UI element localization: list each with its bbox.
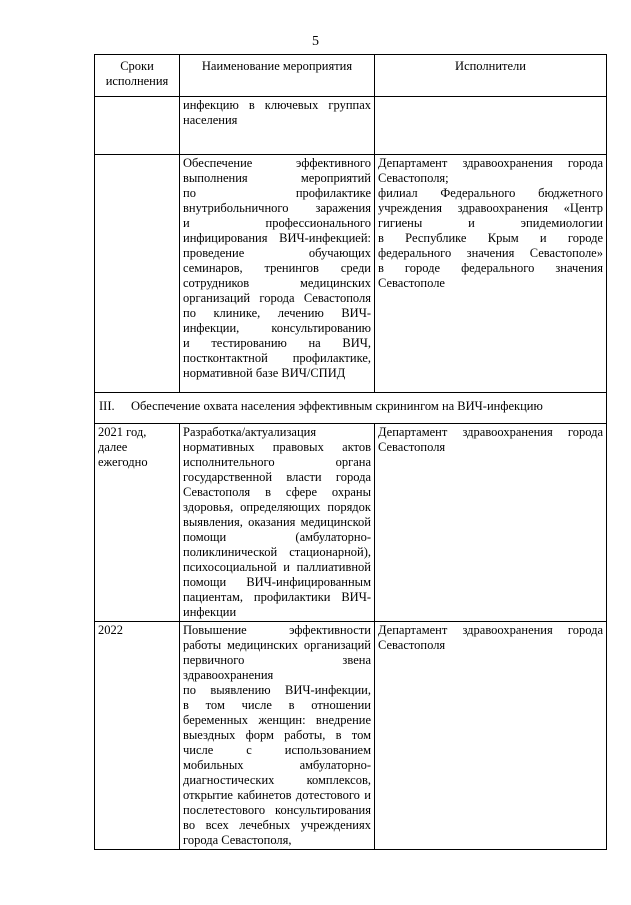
plan-table bbox=[94, 54, 607, 850]
text-line: семинаров, тренингов среди bbox=[183, 261, 371, 275]
term-cell bbox=[95, 424, 180, 622]
table-row bbox=[95, 155, 607, 393]
text-line: нормативных правовых актов bbox=[183, 440, 371, 454]
text-line: диагностических комплексов, bbox=[183, 773, 371, 787]
text-line: помощи ВИЧ-инфицированным bbox=[183, 575, 371, 589]
text-line: инфекции, консультированию bbox=[183, 321, 371, 335]
text-line: Обеспечение эффективного bbox=[183, 156, 371, 170]
text-line: Севастополя в сфере охраны bbox=[183, 485, 371, 499]
text-line: внутрибольничного заражения bbox=[183, 201, 371, 215]
event-cell bbox=[180, 622, 375, 850]
text-line: 2021 год, bbox=[98, 425, 147, 439]
text-line: и тестированию на ВИЧ, bbox=[183, 336, 371, 350]
text-line: инфекцию в ключевых группах bbox=[183, 98, 371, 112]
term-cell bbox=[95, 155, 180, 393]
text-line: исполнительного органа bbox=[183, 455, 371, 469]
text-line: Севастополе bbox=[378, 276, 445, 290]
text-line: в городе федерального значения bbox=[378, 261, 603, 275]
text-line: пациентам, профилактики ВИЧ- bbox=[183, 590, 371, 604]
text-line: Севастополя bbox=[378, 638, 446, 652]
text-line: выполнения мероприятий bbox=[183, 171, 371, 185]
table-header-row bbox=[95, 55, 607, 97]
page-number: 5 bbox=[312, 34, 319, 49]
table-row bbox=[95, 424, 607, 622]
executor-cell bbox=[375, 424, 607, 622]
text-line: по профилактике bbox=[183, 186, 371, 200]
text-line: Разработка/актуализация bbox=[183, 425, 317, 439]
text-line: Севастополя bbox=[378, 440, 446, 454]
text-line: нормативной базе ВИЧ/СПИД bbox=[183, 366, 346, 380]
text-line: по клинике, лечению ВИЧ- bbox=[183, 306, 371, 320]
text-line: открытие кабинетов дотестового и bbox=[183, 788, 371, 802]
event-cell bbox=[180, 155, 375, 393]
event-cell bbox=[180, 424, 375, 622]
text-line: помощи (амбулаторно- bbox=[183, 530, 371, 544]
text-line: инфицирования ВИЧ-инфекцией: bbox=[183, 231, 371, 245]
text-line: Департамент здравоохранения города bbox=[378, 156, 603, 170]
text-line: числе с использованием bbox=[183, 743, 371, 757]
section-heading bbox=[95, 393, 607, 424]
term-cell bbox=[95, 97, 180, 155]
text-line: постконтактной профилактике, bbox=[183, 351, 371, 365]
text-line: проведение обучающих bbox=[183, 246, 371, 260]
text-line: здоровья, определяющих порядок bbox=[183, 500, 371, 514]
text-line: сотрудников медицинских bbox=[183, 276, 371, 290]
text-line: во всех лечебных учреждениях bbox=[183, 818, 371, 832]
text-line: филиал Федерального бюджетного bbox=[378, 186, 603, 200]
text-line: по выявлению ВИЧ-инфекции, bbox=[183, 683, 371, 697]
text-line: инфекции bbox=[183, 605, 237, 619]
executor-cell bbox=[375, 97, 607, 155]
text-line: работы медицинских организаций bbox=[183, 638, 371, 652]
term-cell bbox=[95, 622, 180, 850]
section-title: Обеспечение охвата населения эффективным скринингом на ВИЧ-инфекцию bbox=[131, 399, 543, 413]
text-line: послетестового консультирования bbox=[183, 803, 371, 817]
text-line: организаций города Севастополя bbox=[183, 291, 371, 305]
header-event: Наименование мероприятия bbox=[180, 55, 375, 97]
text-line: Повышение эффективности bbox=[183, 623, 371, 637]
event-cell bbox=[180, 97, 375, 155]
table-row bbox=[95, 97, 607, 155]
text-line: здравоохранения bbox=[183, 668, 274, 682]
header-term: Сроки исполнения bbox=[95, 55, 180, 97]
table-row bbox=[95, 622, 607, 850]
text-line: Департамент здравоохранения города bbox=[378, 623, 603, 637]
text-line: учреждения здравоохранения «Центр bbox=[378, 201, 603, 215]
header-executors: Исполнители bbox=[375, 55, 607, 97]
text-line: Севастополя; bbox=[378, 171, 449, 185]
text-line: 2022 bbox=[98, 623, 123, 637]
text-line: в Республике Крым и городе bbox=[378, 231, 603, 245]
text-line: выявления, оказания медицинской bbox=[183, 515, 371, 529]
text-line: поликлинической стационарной), bbox=[183, 545, 371, 559]
executor-cell bbox=[375, 622, 607, 850]
text-line: далее ежегодно bbox=[98, 440, 148, 469]
text-line: первичного звена bbox=[183, 653, 371, 667]
text-line: Департамент здравоохранения города bbox=[378, 425, 603, 439]
section-number: III. bbox=[99, 399, 115, 413]
text-line: населения bbox=[183, 113, 238, 127]
text-line: беременных женщин: внедрение bbox=[183, 713, 371, 727]
executor-cell bbox=[375, 155, 607, 393]
text-line: психосоциальной и паллиативной bbox=[183, 560, 371, 574]
text-line: мобильных амбулаторно- bbox=[183, 758, 371, 772]
text-line: государственной власти города bbox=[183, 470, 371, 484]
text-line: города Севастополя, bbox=[183, 833, 292, 847]
text-line: выездных форм работы, в том bbox=[183, 728, 371, 742]
text-line: гигиены и эпидемиологии bbox=[378, 216, 603, 230]
text-line: и профессионального bbox=[183, 216, 371, 230]
text-line: в том числе в отношении bbox=[183, 698, 371, 712]
text-line: федерального значения Севастополе» bbox=[378, 246, 603, 260]
section-row bbox=[95, 393, 607, 424]
